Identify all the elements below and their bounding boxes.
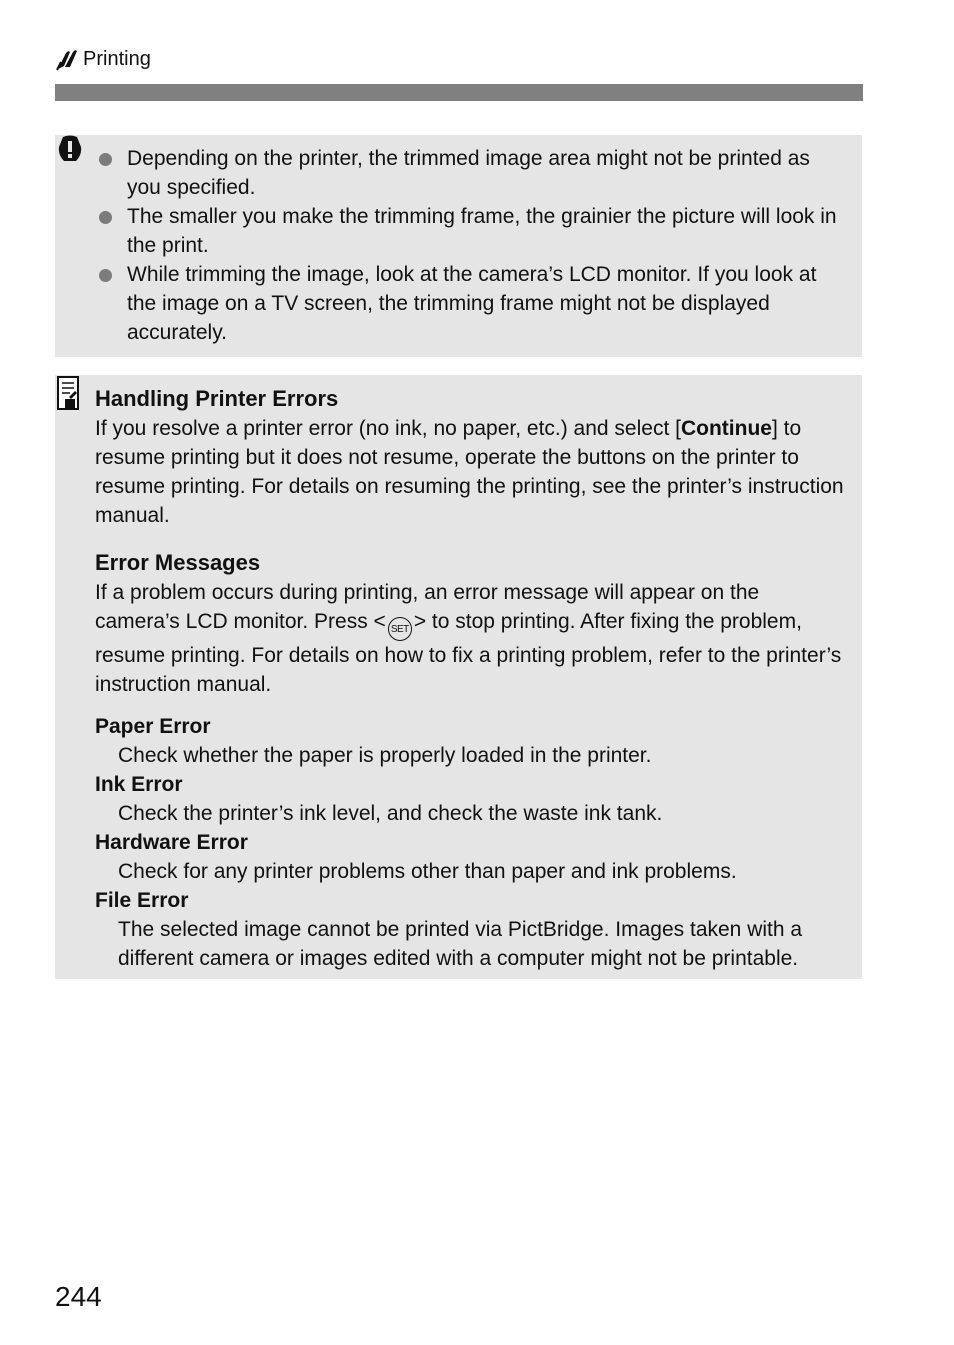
page-header bbox=[55, 48, 151, 71]
bullet-icon bbox=[99, 153, 112, 166]
printer-pen-icon bbox=[55, 49, 79, 71]
caution-icon bbox=[55, 135, 85, 170]
list-item: While trimming the image, look at the camera’s LCD monitor. If you look at the image on a TV screen, the trimming frame might not be displayed accurately. bbox=[99, 260, 849, 347]
error-messages-text: If a problem occurs during printing, an error message will appear on the camera’s LCD monitor. Press < SET > to stop printing. After fixing the problem, resume printing. For details on how to fix a printing problem, refer to the printer’s instruction manual. bbox=[95, 581, 842, 696]
bullet-icon bbox=[99, 269, 112, 282]
file-error-desc: The selected image cannot be printed via PictBridge. Images taken with a different camera or images edited with a computer might not be printable. bbox=[118, 918, 803, 970]
ink-error-desc: Check the printer’s ink level, and check the waste ink tank. bbox=[118, 802, 663, 825]
error-list bbox=[95, 712, 847, 973]
list-item: Depending on the printer, the trimmed image area might not be printed as you specified. bbox=[99, 144, 849, 202]
hardware-error-title: Hardware Error bbox=[95, 831, 248, 854]
continue-label: Continue bbox=[680, 417, 772, 440]
file-error-title: File Error bbox=[95, 889, 189, 912]
handling-errors-heading: Handling Printer Errors bbox=[95, 386, 339, 411]
list-item: The smaller you make the trimming frame, the grainier the picture will look in the print. bbox=[99, 202, 849, 260]
page-number: 244 bbox=[55, 1281, 102, 1312]
ink-error-title: Ink Error bbox=[95, 773, 183, 796]
bullet-icon bbox=[99, 211, 112, 224]
error-messages-heading: Error Messages bbox=[95, 550, 261, 575]
set-button-icon: SET bbox=[388, 617, 412, 641]
header-rule bbox=[55, 84, 863, 101]
paper-error-title: Paper Error bbox=[95, 715, 211, 738]
section-title: Printing bbox=[83, 48, 151, 70]
note-box bbox=[55, 375, 862, 979]
paper-error-desc: Check whether the paper is properly loaded in the printer. bbox=[118, 744, 652, 767]
note-icon bbox=[55, 375, 81, 416]
caution-box bbox=[55, 135, 862, 357]
handling-errors-text: If you resolve a printer error (no ink, no paper, etc.) and select [Continue] to resume printing but it does not resume, operate the buttons on the printer to resume printing. For details on resuming the printing, see the printer’s instruction manual. bbox=[95, 417, 844, 527]
hardware-error-desc: Check for any printer problems other than paper and ink problems. bbox=[118, 860, 737, 883]
error-messages-section bbox=[95, 548, 847, 699]
note-content bbox=[95, 384, 847, 973]
caution-list bbox=[99, 144, 849, 347]
